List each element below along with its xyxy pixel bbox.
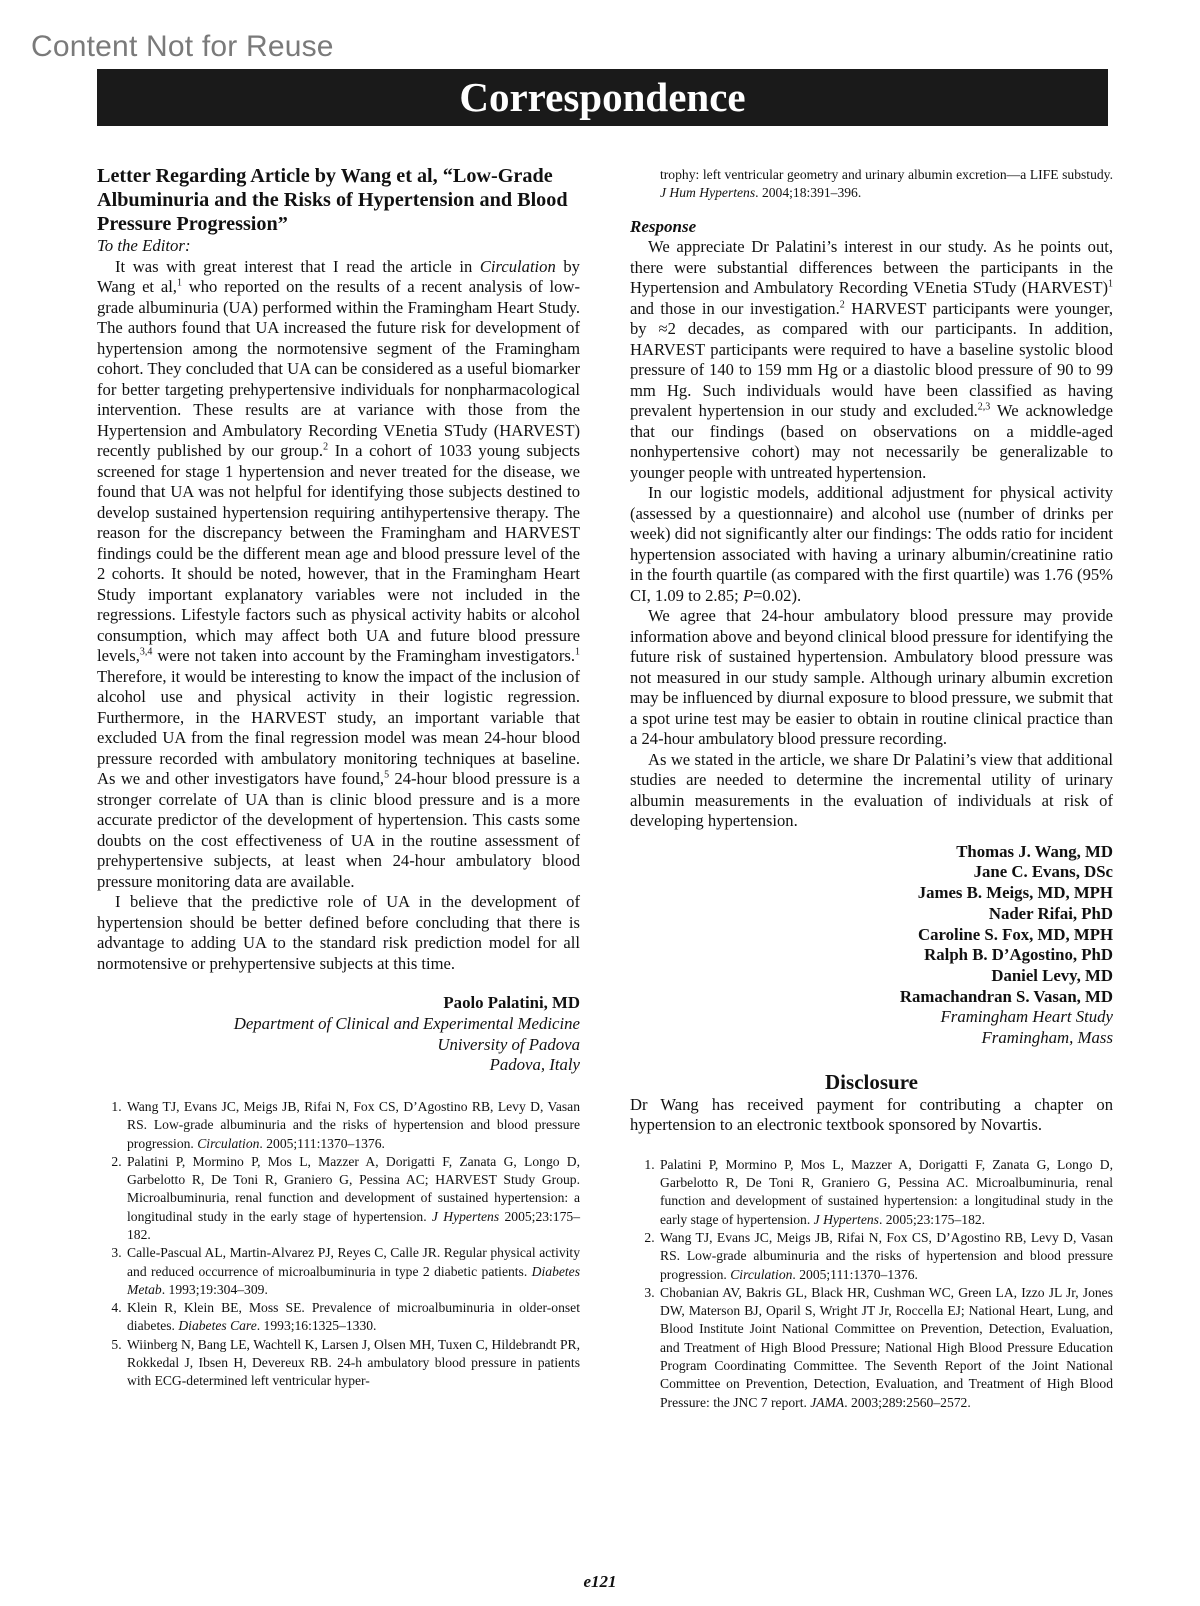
author-name: Paolo Palatini, MD	[443, 993, 580, 1013]
letter-column	[97, 164, 580, 1391]
watermark: Content Not for Reuse	[31, 30, 334, 63]
reference-item: 3. Chobanian AV, Bakris GL, Black HR, Cushman WC, Green LA, Izzo JL Jr, Jones DW, Materson BJ, Oparil S, Wright JT Jr, Roccella EJ; National Heart, Lung, and Blood Institute Joint National Committee on Prevention, Detection, Evaluation, and Treatment of High Blood Pressure; National High Blood Pressure Education Program Coordinating Committee. The Seventh Report of the Joint National Committee on Prevention, Detection, Evaluation, and Treatment of High Blood Pressure: the JNC 7 report. JAMA. 2003;289:2560–2572.	[658, 1284, 1113, 1412]
response-paragraph-3: We agree that 24-hour ambulatory blood pressure may provide information above and beyond clinical blood pressure for identifying the future risk of sustained hypertension. Ambulatory blood pressure was not measured in our study sample. Although urinary albumin excretion may be influenced by diurnal exposure to blood pressure, we submit that a spot urine test may be easier to obtain in routine clinical practice than a 24-hour ambulatory blood pressure recording.	[630, 606, 1113, 749]
author-name: Ramachandran S. Vasan, MD	[899, 986, 1113, 1006]
affiliation-line: Department of Clinical and Experimental Medicine	[233, 1013, 580, 1033]
affiliation-line: Framingham Heart Study	[940, 1007, 1113, 1027]
page-number: e121	[583, 1572, 617, 1591]
author-name: Jane C. Evans, DSc	[973, 862, 1113, 882]
author-name: Thomas J. Wang, MD	[956, 841, 1113, 861]
section-banner: Correspondence	[97, 69, 1108, 126]
disclosure-heading: Disclosure	[825, 1069, 918, 1094]
letter-paragraph-2: I believe that the predictive role of UA in the development of hypertension should be better defined before concluding that there is advantage to adding UA to the standard risk prediction model for all normotensive or prehypertensive subjects at this time.	[97, 892, 580, 973]
reference-continuation: trophy: left ventricular geometry and urinary albumin excretion—a LIFE substudy. J Hum Hypertens. 2004;18:391–396.	[660, 167, 1113, 201]
reference-item: 4. Klein R, Klein BE, Moss SE. Prevalence of microalbuminuria in older-onset diabetes. Diabetes Care. 1993;16:1325–1330.	[125, 1299, 580, 1336]
salutation: To the Editor:	[97, 236, 191, 255]
author-name: Caroline S. Fox, MD, MPH	[918, 924, 1113, 944]
letter-paragraph-1: It was with great interest that I read the article in Circulation by Wang et al,$^1$ who reported on the results of a recent analysis of low-grade albuminuria (UA) performed within the Framingham Heart Study. The authors found that UA increased the future risk for development of hypertension among the normotensive segment of the Framingham cohort. They concluded that UA can be considered as a useful biomarker for better targeting prehypertensive individuals for nonpharmacological intervention. These results are at variance with those from the Hypertension and Ambulatory Recording VEnetia STudy (HARVEST) recently published by our group.$^2$ In a cohort of 1033 young subjects screened for stage 1 hypertension and never treated for the disease, we found that UA was not helpful for identifying those subjects destined to develop sustained hypertension requiring antihypertensive therapy. The reason for the discrepancy between the Framingham and HARVEST findings could be the different mean age and blood pressure level of the 2 cohorts. It should be noted, however, that in the Framingham Heart Study important explanatory variables were not included in the regressions. Lifestyle factors such as physical activity habits or alcohol consumption, which may affect both UA and future blood pressure levels,$^{3,4}$ were not taken into account by the Framingham investigators.$^1$ Therefore, it would be interesting to know the impact of the inclusion of alcohol use and physical activity in their logistic regression. Furthermore, in the HARVEST study, an important variable that excluded UA from the final regression model was mean 24-hour blood pressure recorded with ambulatory monitoring techniques at baseline. As we and other investigators have found,$^5$ 24-hour blood pressure is a stronger correlate of UA than is clinic blood pressure and is a more accurate predictor of the development of hypertension. This casts some doubts on the cost effectiveness of UA in the routine assessment of prehypertensive subjects, at least when 24-hour ambulatory blood pressure monitoring data are available.	[97, 256, 580, 891]
author-name: Nader Rifai, PhD	[988, 903, 1113, 923]
letter-title: Letter Regarding Article by Wang et al, “Low-Grade Albuminuria and the Risks of Hypertension and Blood Pressure Progression”	[97, 165, 568, 235]
reference-item: 1. Palatini P, Mormino P, Mos L, Mazzer A, Dorigatti F, Zanata G, Longo D, Garbelotto R, De Toni R, Graniero G, Pessina AC. Microalbuminuria, renal function and development of sustained hypertension: a longitudinal study in the early stage of hypertension. J Hypertens. 2005;23:175–182.	[658, 1156, 1113, 1229]
disclosure-text: Dr Wang has received payment for contributing a chapter on hypertension to an electronic textbook sponsored by Novartis.	[630, 1094, 1113, 1135]
response-paragraph-4: As we stated in the article, we share Dr Palatini’s view that additional studies are needed to determine the incremental utility of urinary albumin measurements in the evaluation of individuals at risk of developing hypertension.	[630, 749, 1113, 831]
author-name: Daniel Levy, MD	[991, 965, 1113, 985]
response-paragraph-1: We appreciate Dr Palatini’s interest in our study. As he points out, there were substantial differences between the participants in the Hypertension and Ambulatory Recording VEnetia STudy (HARVEST)$^1$ and those in our investigation.$^2$ HARVEST participants were younger, by ≈2 decades, as compared with our participants. In addition, HARVEST participants were required to have a baseline systolic blood pressure of 140 to 159 mm Hg or a diastolic blood pressure of 90 to 99 mm Hg. Such individuals would have been classified as having prevalent hypertension in our study and excluded.$^{2,3}$ We acknowledge that our findings (based on observations on a middle-aged nonhypertensive cohort) may not necessarily be generalizable to younger people with untreated hypertension.	[630, 237, 1114, 482]
reference-item: 2. Wang TJ, Evans JC, Meigs JB, Rifai N, Fox CS, D’Agostino RB, Levy D, Vasan RS. Low-grade albuminuria and the risks of hypertension and blood pressure progression. Circulation. 2005;111:1370–1376.	[658, 1229, 1113, 1284]
response-heading: Response	[630, 216, 697, 236]
letter-signature	[97, 993, 580, 1076]
response-column	[630, 166, 1113, 1412]
reference-item: 1. Wang TJ, Evans JC, Meigs JB, Rifai N, Fox CS, D’Agostino RB, Levy D, Vasan RS. Low-grade albuminuria and the risks of hypertension and blood pressure progression. Circulation. 2005;111:1370–1376.	[125, 1098, 580, 1153]
response-signature	[630, 842, 1113, 1049]
response-paragraph-2: In our logistic models, additional adjustment for physical activity (assessed by a questionnaire) and alcohol use (number of drinks per week) did not significantly alter our findings: The odds ratio for incident hypertension associated with having a urinary albumin/creatinine ratio in the fourth quartile (as compared with the first quartile) was 1.76 (95% CI, 1.09 to 2.85; P=0.02).	[630, 483, 1113, 605]
affiliation-line: University of Padova	[437, 1034, 580, 1054]
reference-item: 3. Calle-Pascual AL, Martin-Alvarez PJ, Reyes C, Calle JR. Regular physical activity and reduced occurrence of microalbuminuria in type 2 diabetic patients. Diabetes Metab. 1993;19:304–309.	[125, 1244, 580, 1299]
letter-references	[97, 1098, 580, 1391]
affiliation-line: Framingham, Mass	[981, 1028, 1113, 1048]
author-name: James B. Meigs, MD, MPH	[917, 883, 1113, 903]
reference-item: 5. Wiinberg N, Bang LE, Wachtell K, Larsen J, Olsen MH, Tuxen C, Hildebrandt PR, Rokkedal J, Ibsen H, Devereux RB. 24-h ambulatory blood pressure in patients with ECG-determined left ventricular hyper-	[125, 1336, 580, 1391]
author-name: Ralph B. D’Agostino, PhD	[924, 945, 1113, 965]
affiliation-line: Padova, Italy	[489, 1055, 580, 1075]
response-references	[630, 1156, 1113, 1412]
reference-item: 2. Palatini P, Mormino P, Mos L, Mazzer A, Dorigatti F, Zanata G, Longo D, Garbelotto R, De Toni R, Graniero G, Pessina AC; HARVEST Study Group. Microalbuminuria, renal function and development of sustained hypertension: a longitudinal study in the early stage of hypertension. J Hypertens 2005;23:175–182.	[125, 1153, 580, 1244]
